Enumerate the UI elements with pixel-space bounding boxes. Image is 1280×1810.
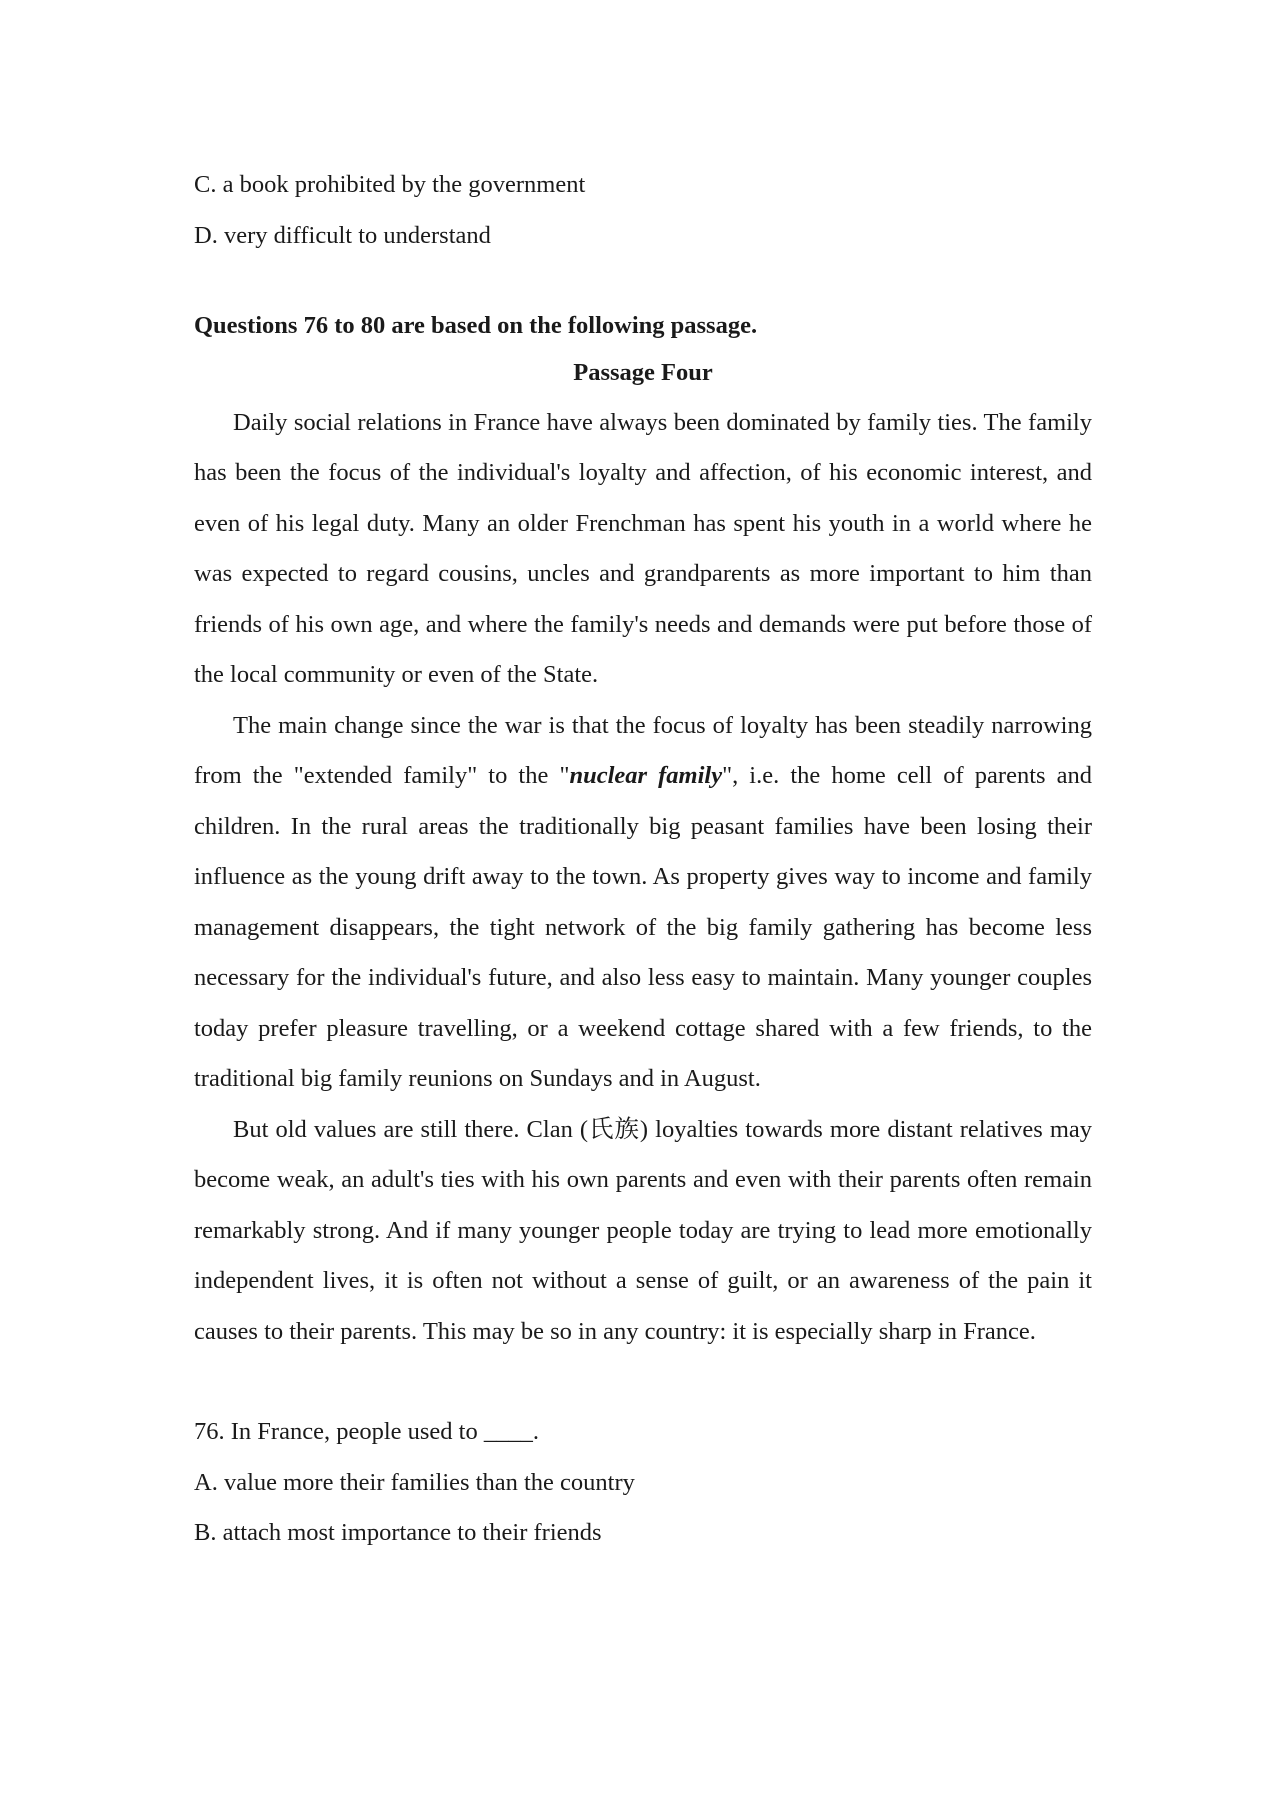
previous-option-c: C. a book prohibited by the government [194, 171, 586, 198]
question-76-option-b: B. attach most importance to their friends [194, 1519, 602, 1546]
passage-paragraph-1: Daily social relations in France have always been dominated by family ties. The family has been the focus of the individual's loyalty and affection, of his economic interest, and even of his legal duty. Many an older Frenchman has spent his youth in a world where he was expected to regard cousins, uncles and grandparents as more important to him than friends of his own age, and where the family's needs and demands were put before those of the local community or even of the State. [194, 408, 1092, 688]
nuclear-family-term: nuclear family [569, 762, 723, 789]
spacer [194, 1357, 1092, 1407]
question-76-stem: 76. In France, people used to ____. [194, 1418, 539, 1445]
paragraph-2-text-end: ", i.e. the home cell of parents and children. In the rural areas the traditionally big peasant families have been losing their influence as the young drift away to the town. As property gives way to income and family management disappears, the tight network of the big family gathering has become less necessary for the individual's future, and also less easy to maintain. Many younger couples today prefer pleasure travelling, or a weekend cottage shared with a few friends, to the traditional big family reunions on Sundays and in August. [194, 762, 1093, 1092]
question-76-option-a: A. value more their families than the country [194, 1468, 635, 1496]
passage-title: Passage Four [573, 358, 713, 386]
spacer [194, 261, 1092, 301]
section-heading: Questions 76 to 80 are based on the following passage. [194, 312, 758, 339]
document-page [194, 160, 1092, 1559]
passage-paragraph-3: But old values are still there. Clan (氏族) loyalties towards more distant relatives may become weak, an adult's ties with his own parents and even with their parents often remain remarkably strong. And if many younger people today are trying to lead more emotionally independent lives, it is often not without a sense of guilt, or an awareness of the pain it causes to their parents. This may be so in any country: it is especially sharp in France. [194, 1115, 1092, 1345]
passage-paragraph-2 [194, 701, 1092, 1105]
paragraph-2-text-start: The main change since the war is that the focus of loyalty has been steadily narrowing from the "extended family" to the " [194, 711, 1092, 789]
previous-option-d: D. very difficult to understand [194, 221, 491, 249]
